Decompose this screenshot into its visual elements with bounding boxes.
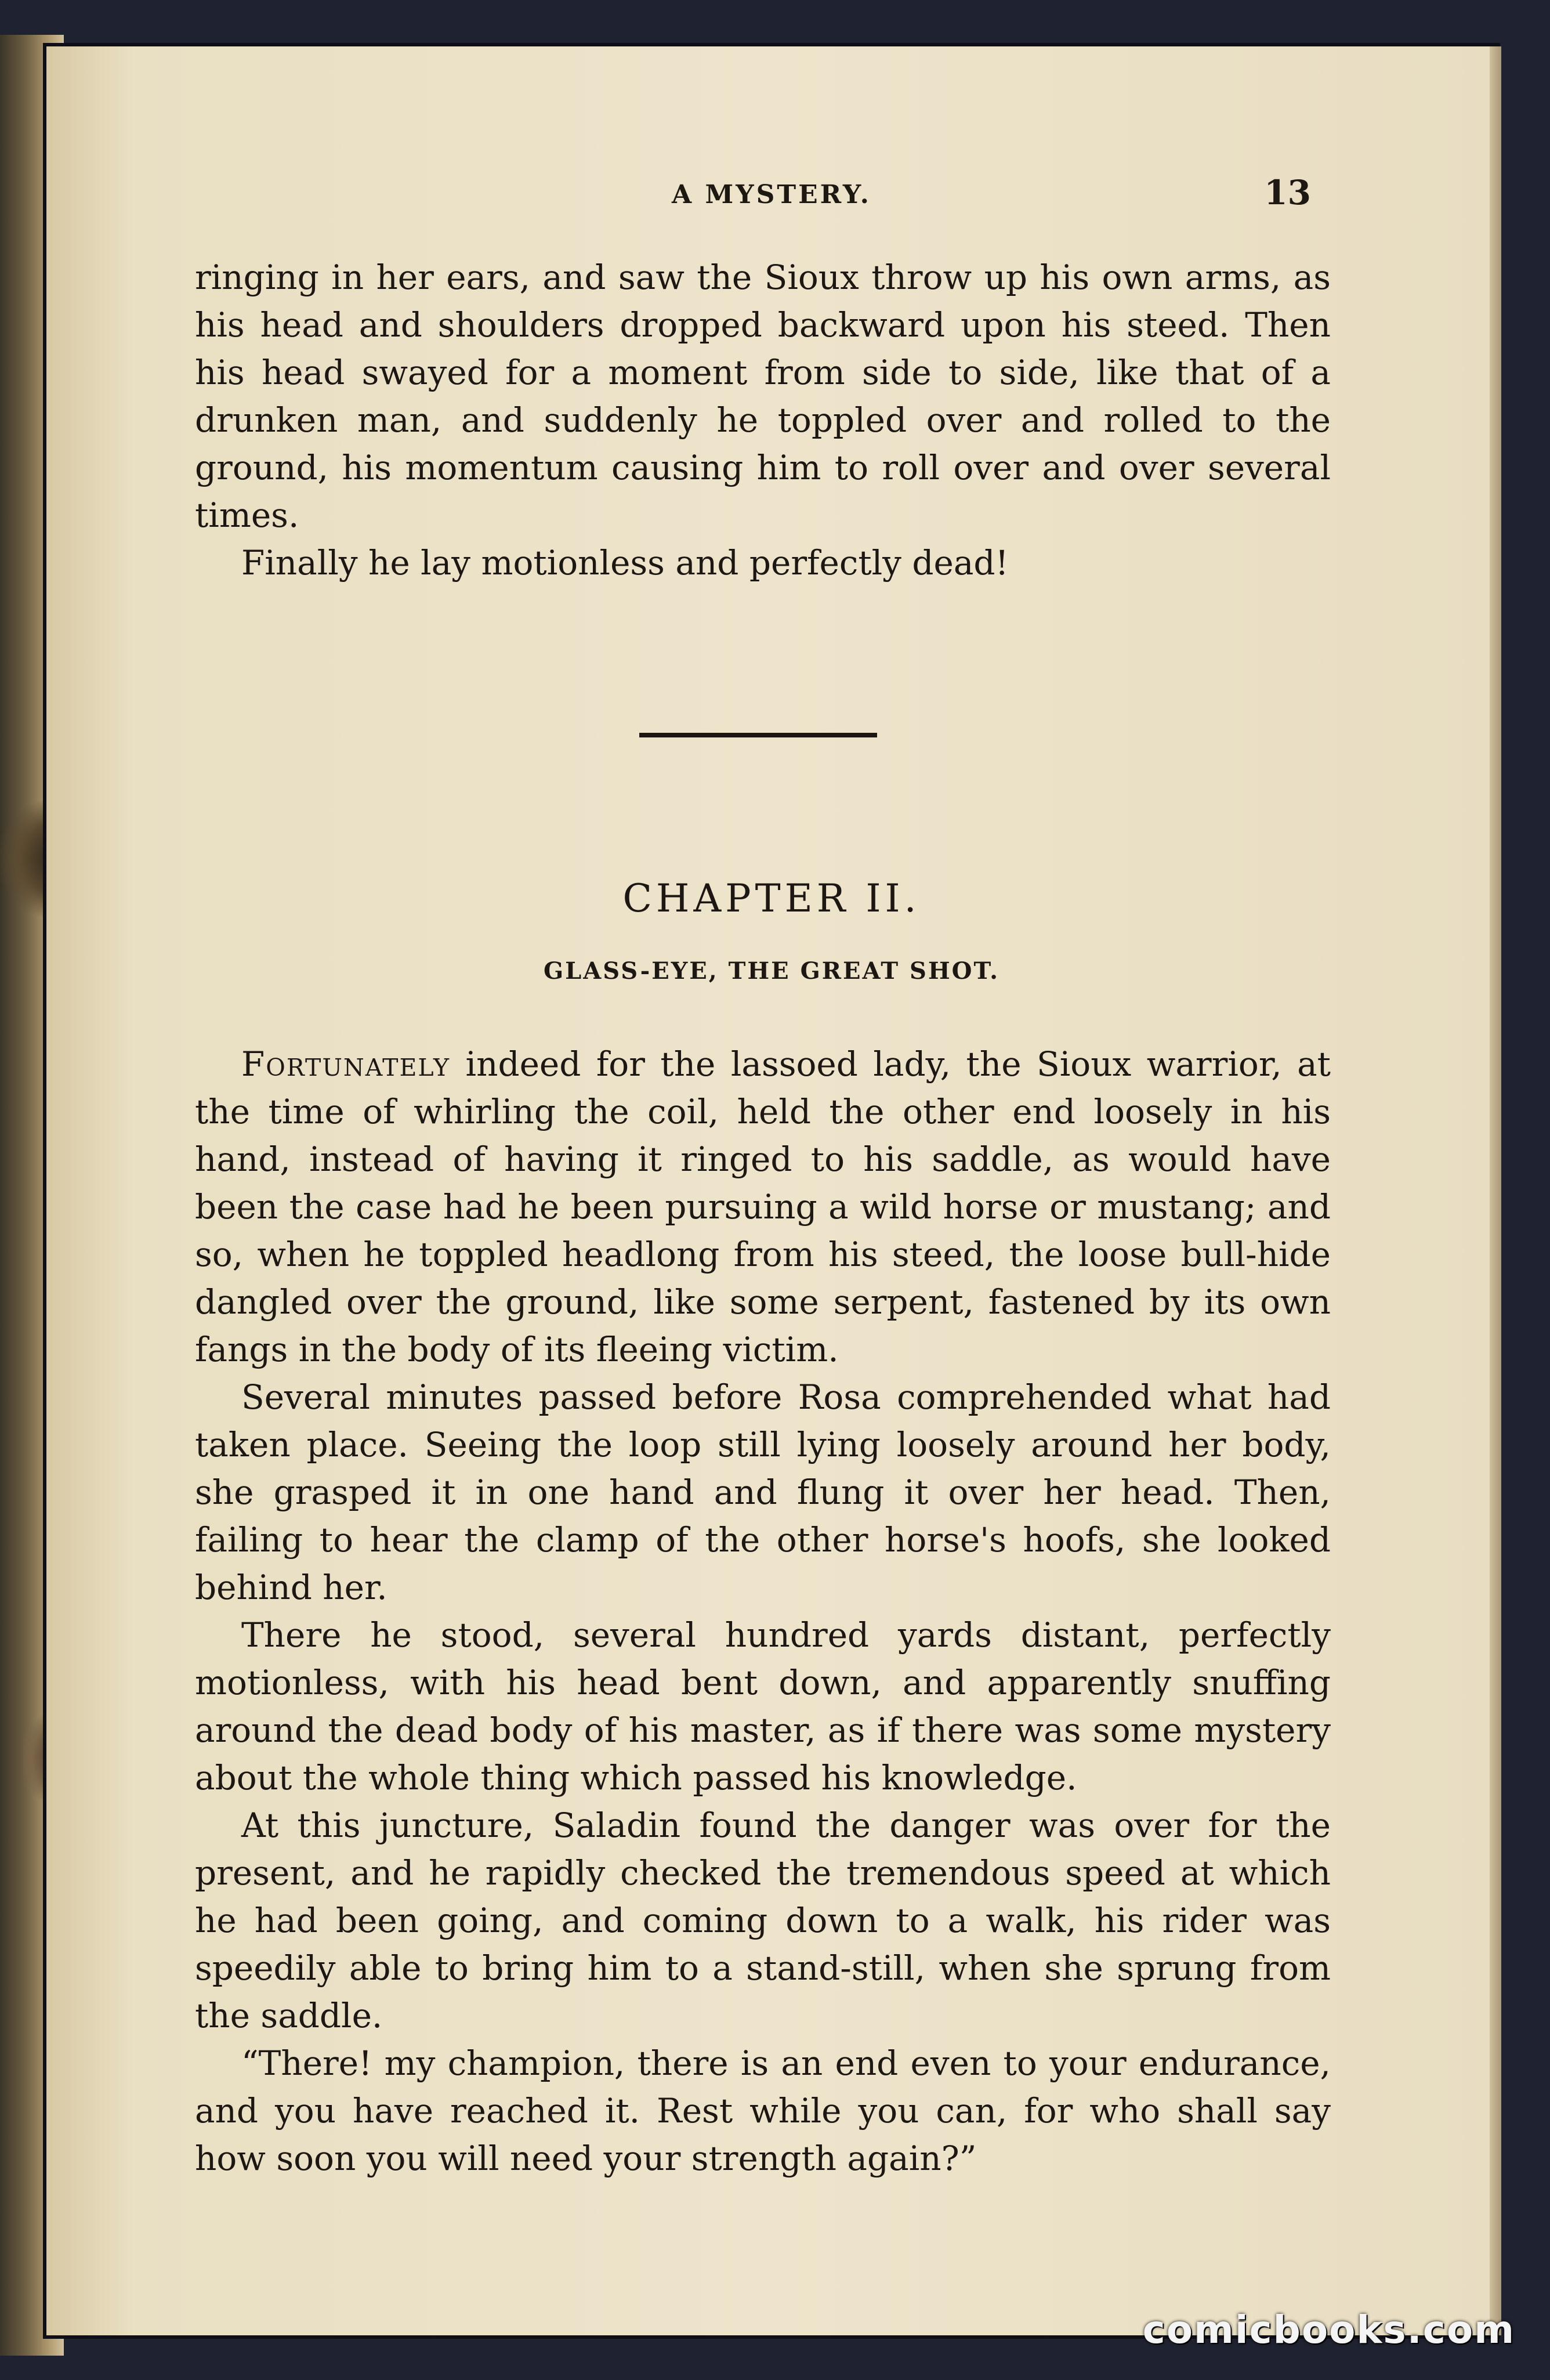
paragraph <box>195 1040 1331 1373</box>
text-section-chapter <box>195 1040 1331 2182</box>
chapter-subtitle: GLASS-EYE, THE GREAT SHOT. <box>543 957 1000 985</box>
watermark: comicbooks.com <box>1142 2307 1515 2352</box>
text-section-top <box>195 254 1331 587</box>
paragraph: Several minutes passed before Rosa comprehended what had taken place. Seeing the loop still lying loosely around her body, she grasped it in one hand and flung it over her head. Then, failing to hear the clamp of the other horse's hoofs, she looked behind her. <box>195 1377 1331 1607</box>
page-edge <box>1490 46 1501 2335</box>
lead-word: Fortunately <box>241 1044 451 1084</box>
page-header <box>46 162 1497 220</box>
paragraph: “There! my champion, there is an end even to your endurance, and you have reached it. Rest while you can, for who shall say how soon you will need your strength again?” <box>195 2043 1331 2178</box>
paragraph: There he stood, several hundred yards distant, perfectly motionless, with his head bent down, and apparently snuffing around the dead body of his master, as if there was some mystery about the whole thing which passed his knowledge. <box>195 1615 1331 1797</box>
paragraph: At this juncture, Saladin found the danger was over for the present, and he rapidly checked the tremendous speed at which he had been going, and coming down to a walk, his rider was speedily able to bring him to a stand-still, when she sprung from the saddle. <box>195 1806 1331 2035</box>
paragraph: ringing in her ears, and saw the Sioux throw up his own arms, as his head and shoulders dropped backward upon his steed. Then his head swayed for a moment from side to side, like that of a drunken man, and suddenly he toppled over and rolled to the ground, his momentum causing him to roll over and over several times. <box>195 258 1331 535</box>
paragraph: Finally he lay motionless and perfectly dead! <box>241 543 1009 583</box>
running-title: A MYSTERY. <box>672 180 871 209</box>
chapter-title: CHAPTER II. <box>622 876 921 921</box>
section-divider <box>639 733 877 737</box>
paragraph-text: indeed for the lassoed lady, the Sioux warrior, at the time of whirling the coil, held the other end loosely in his hand, instead of having it ringed to his saddle, as would have been the case had he been pursuing a wild horse or mustang; and so, when he toppled headlong from his steed, the loose bull-hide dangled over the ground, like some serpent, fastened by its own fangs in the body of its fleeing victim. <box>195 1044 1331 1369</box>
page-number: 13 <box>1264 173 1311 212</box>
book-page <box>46 46 1497 2335</box>
